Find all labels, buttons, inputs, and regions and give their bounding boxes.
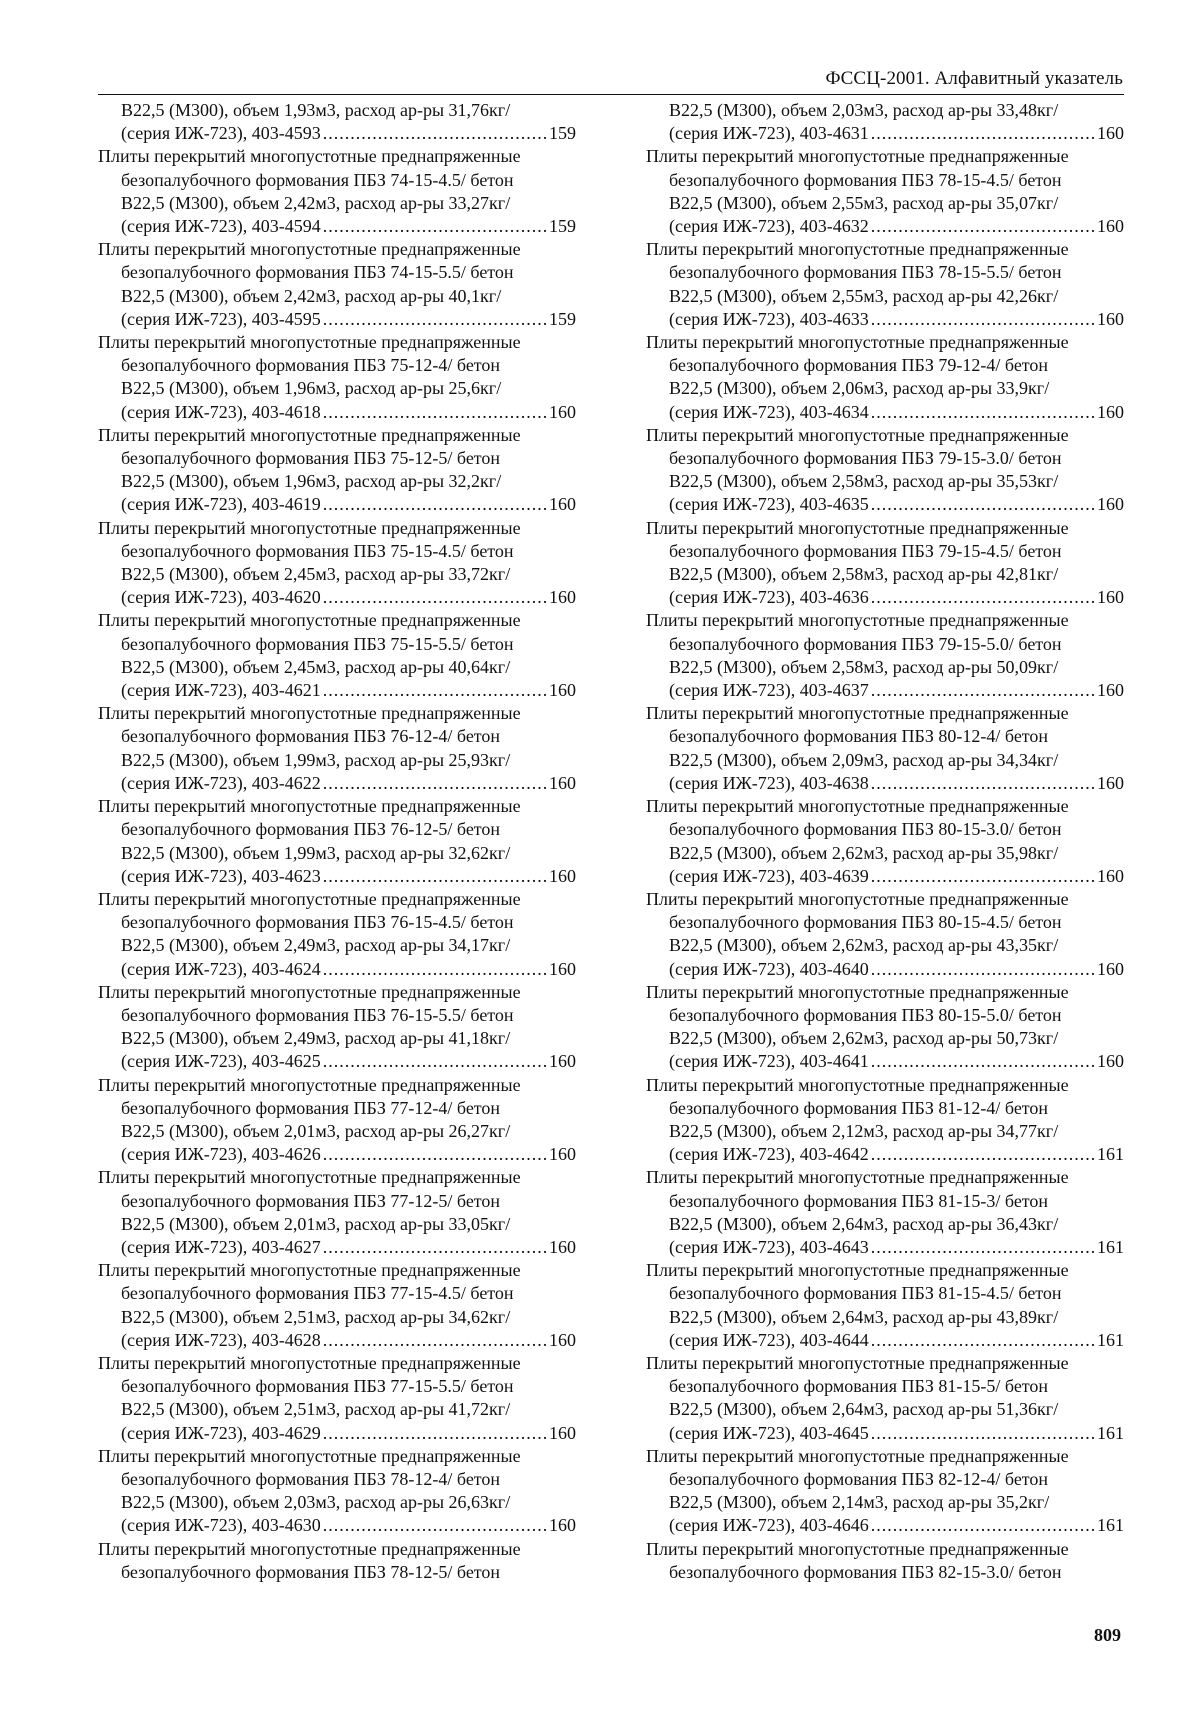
entry-line: В22,5 (М300), объем 2,03м3, расход ар-ры 33,48кг/ xyxy=(669,100,1059,120)
index-entry xyxy=(98,331,576,424)
entry-page-ref: 160 xyxy=(549,1329,576,1350)
dot-leader xyxy=(871,215,1095,238)
entry-line: безопалубочного формования ПБЗ 74-15-4.5/ бетон xyxy=(121,169,514,190)
entry-heading-line: Плиты перекрытий многопустотные преднапряженные xyxy=(98,610,521,631)
entry-page-ref: 160 xyxy=(549,1236,576,1257)
entry-line xyxy=(646,1422,1124,1445)
dot-leader xyxy=(871,493,1095,516)
index-entry xyxy=(98,1445,576,1538)
entry-code-text: (серия ИЖ-723), 403-4624 xyxy=(121,958,321,979)
entry-line xyxy=(98,958,576,981)
entry-code-text: (серия ИЖ-723), 403-4619 xyxy=(121,494,321,515)
dot-leader xyxy=(871,1329,1095,1352)
entry-line: В22,5 (М300), объем 2,58м3, расход ар-ры 42,81кг/ xyxy=(669,564,1059,585)
header-rule xyxy=(98,94,1124,95)
entry-page-ref: 160 xyxy=(1097,1051,1124,1072)
entry-page-ref: 160 xyxy=(549,1515,576,1536)
entry-line xyxy=(98,772,576,795)
dot-leader xyxy=(323,1329,547,1352)
entry-line xyxy=(646,401,1124,424)
entry-heading-line: Плиты перекрытий многопустотные преднапряженные xyxy=(98,146,521,167)
entry-code-text: (серия ИЖ-723), 403-4620 xyxy=(121,587,321,608)
entry-code-text: (серия ИЖ-723), 403-4633 xyxy=(669,308,869,329)
dot-leader xyxy=(871,1236,1095,1259)
dot-leader xyxy=(871,1050,1095,1073)
entry-code-text: (серия ИЖ-723), 403-4593 xyxy=(121,123,321,144)
dot-leader xyxy=(323,122,547,145)
index-entry xyxy=(98,1352,576,1445)
entry-heading-line: Плиты перекрытий многопустотные преднапряженные xyxy=(646,424,1069,445)
entry-line xyxy=(98,308,576,331)
entry-line: безопалубочного формования ПБЗ 81-15-4.5/ бетон xyxy=(669,1283,1062,1304)
dot-leader xyxy=(323,679,547,702)
entry-line xyxy=(646,1514,1124,1537)
entry-code-text: (серия ИЖ-723), 403-4618 xyxy=(121,401,321,422)
entry-line: безопалубочного формования ПБЗ 78-15-5.5/ бетон xyxy=(669,262,1062,283)
entry-code-text: (серия ИЖ-723), 403-4632 xyxy=(669,216,869,237)
entry-heading-line: Плиты перекрытий многопустотные преднапряженные xyxy=(98,703,521,724)
entry-line xyxy=(98,1236,576,1259)
entry-line: В22,5 (М300), объем 2,58м3, расход ар-ры 35,53кг/ xyxy=(669,471,1059,492)
entry-line: безопалубочного формования ПБЗ 76-15-5.5/ бетон xyxy=(121,1004,514,1025)
entry-line: В22,5 (М300), объем 2,01м3, расход ар-ры 26,27кг/ xyxy=(121,1120,511,1141)
entry-line: безопалубочного формования ПБЗ 75-12-5/ бетон xyxy=(121,448,501,469)
dot-leader xyxy=(323,308,547,331)
entry-line: В22,5 (М300), объем 1,99м3, расход ар-ры 32,62кг/ xyxy=(121,842,511,863)
dot-leader xyxy=(871,586,1095,609)
entry-line: В22,5 (М300), объем 2,58м3, расход ар-ры 50,09кг/ xyxy=(669,656,1059,677)
entry-heading-line: Плиты перекрытий многопустотные преднапряженные xyxy=(646,1538,1069,1559)
entry-code-text: (серия ИЖ-723), 403-4640 xyxy=(669,958,869,979)
entry-line: безопалубочного формования ПБЗ 74-15-5.5/ бетон xyxy=(121,262,514,283)
index-entry xyxy=(646,1445,1124,1538)
entry-code-text: (серия ИЖ-723), 403-4644 xyxy=(669,1329,869,1350)
entry-line: В22,5 (М300), объем 2,62м3, расход ар-ры 35,98кг/ xyxy=(669,842,1059,863)
index-entry xyxy=(646,424,1124,517)
entry-line: безопалубочного формования ПБЗ 80-15-3.0/ бетон xyxy=(669,819,1062,840)
entry-line: В22,5 (М300), объем 2,45м3, расход ар-ры 33,72кг/ xyxy=(121,564,511,585)
dot-leader xyxy=(871,679,1095,702)
index-entry xyxy=(646,145,1124,238)
page-number: 809 xyxy=(1094,1625,1121,1645)
dot-leader xyxy=(323,1422,547,1445)
entry-line: безопалубочного формования ПБЗ 77-12-4/ бетон xyxy=(121,1097,501,1118)
index-entry xyxy=(646,1259,1124,1352)
entry-line: безопалубочного формования ПБЗ 77-15-5.5/ бетон xyxy=(121,1376,514,1397)
index-entry xyxy=(98,795,576,888)
entry-line: безопалубочного формования ПБЗ 77-12-5/ бетон xyxy=(121,1190,501,1211)
entry-code-text: (серия ИЖ-723), 403-4635 xyxy=(669,494,869,515)
index-entry xyxy=(98,1074,576,1167)
entry-page-ref: 160 xyxy=(1097,308,1124,329)
entry-line: безопалубочного формования ПБЗ 81-15-5/ бетон xyxy=(669,1376,1049,1397)
entry-heading-line: Плиты перекрытий многопустотные преднапряженные xyxy=(98,796,521,817)
index-entry xyxy=(646,702,1124,795)
entry-line xyxy=(98,215,576,238)
entry-line: безопалубочного формования ПБЗ 79-15-3.0/ бетон xyxy=(669,448,1062,469)
dot-leader xyxy=(871,865,1095,888)
entry-page-ref: 160 xyxy=(549,1051,576,1072)
entry-page-ref: 160 xyxy=(1097,494,1124,515)
dot-leader xyxy=(323,865,547,888)
entry-line: безопалубочного формования ПБЗ 81-12-4/ бетон xyxy=(669,1097,1049,1118)
entry-line xyxy=(98,586,576,609)
entry-heading-line: Плиты перекрытий многопустотные преднапряженные xyxy=(98,1074,521,1095)
entry-line: В22,5 (М300), объем 2,03м3, расход ар-ры 26,63кг/ xyxy=(121,1492,511,1513)
entry-heading-line: Плиты перекрытий многопустотные преднапряженные xyxy=(646,703,1069,724)
index-entry xyxy=(98,424,576,517)
entry-line: В22,5 (М300), объем 2,45м3, расход ар-ры 40,64кг/ xyxy=(121,656,511,677)
entry-code-text: (серия ИЖ-723), 403-4630 xyxy=(121,1515,321,1536)
entry-heading-line: Плиты перекрытий многопустотные преднапряженные xyxy=(98,888,521,909)
entry-line: безопалубочного формования ПБЗ 76-12-4/ бетон xyxy=(121,726,501,747)
index-entry xyxy=(646,981,1124,1074)
entry-page-ref: 160 xyxy=(549,772,576,793)
entry-line: безопалубочного формования ПБЗ 78-12-5/ бетон xyxy=(121,1561,501,1582)
entry-line: В22,5 (М300), объем 2,42м3, расход ар-ры 33,27кг/ xyxy=(121,192,511,213)
entry-code-text: (серия ИЖ-723), 403-4594 xyxy=(121,216,321,237)
entry-line xyxy=(646,1050,1124,1073)
index-entry xyxy=(646,99,1124,145)
entry-code-text: (серия ИЖ-723), 403-4636 xyxy=(669,587,869,608)
dot-leader xyxy=(871,401,1095,424)
entry-heading-line: Плиты перекрытий многопустотные преднапряженные xyxy=(98,239,521,260)
entry-page-ref: 160 xyxy=(549,494,576,515)
entry-page-ref: 160 xyxy=(1097,401,1124,422)
entry-line: В22,5 (М300), объем 2,01м3, расход ар-ры 33,05кг/ xyxy=(121,1213,511,1234)
entry-page-ref: 161 xyxy=(1097,1144,1124,1165)
entry-line: В22,5 (М300), объем 2,09м3, расход ар-ры 34,34кг/ xyxy=(669,749,1059,770)
dot-leader xyxy=(871,1143,1095,1166)
index-entry xyxy=(646,1074,1124,1167)
index-entry xyxy=(98,145,576,238)
entry-code-text: (серия ИЖ-723), 403-4646 xyxy=(669,1515,869,1536)
index-entry xyxy=(646,331,1124,424)
entry-heading-line: Плиты перекрытий многопустотные преднапряженные xyxy=(646,1260,1069,1281)
entry-page-ref: 160 xyxy=(1097,865,1124,886)
entry-line: безопалубочного формования ПБЗ 78-12-4/ бетон xyxy=(121,1468,501,1489)
entry-line: безопалубочного формования ПБЗ 80-12-4/ бетон xyxy=(669,726,1049,747)
entry-line xyxy=(646,493,1124,516)
entry-line: В22,5 (М300), объем 2,51м3, расход ар-ры 41,72кг/ xyxy=(121,1399,511,1420)
entry-line xyxy=(646,958,1124,981)
entry-line: В22,5 (М300), объем 2,62м3, расход ар-ры 50,73кг/ xyxy=(669,1028,1059,1049)
entry-line xyxy=(98,1514,576,1537)
entry-heading-line: Плиты перекрытий многопустотные преднапряженные xyxy=(98,517,521,538)
entry-heading-line: Плиты перекрытий многопустотные преднапряженные xyxy=(98,1167,521,1188)
index-entry xyxy=(646,1538,1124,1584)
entry-line: В22,5 (М300), объем 2,49м3, расход ар-ры 34,17кг/ xyxy=(121,935,511,956)
running-header: ФССЦ-2001. Алфавитный указатель xyxy=(825,68,1123,89)
dot-leader xyxy=(871,308,1095,331)
entry-line xyxy=(646,308,1124,331)
entry-page-ref: 160 xyxy=(1097,680,1124,701)
index-entry xyxy=(646,888,1124,981)
dot-leader xyxy=(323,1050,547,1073)
index-entry xyxy=(98,517,576,610)
entry-line xyxy=(98,1050,576,1073)
entry-line xyxy=(98,1422,576,1445)
entry-page-ref: 160 xyxy=(549,680,576,701)
index-entry xyxy=(98,1538,576,1584)
entry-code-text: (серия ИЖ-723), 403-4642 xyxy=(669,1144,869,1165)
entry-heading-line: Плиты перекрытий многопустотные преднапряженные xyxy=(98,981,521,1002)
entry-heading-line: Плиты перекрытий многопустотные преднапряженные xyxy=(646,981,1069,1002)
entry-code-text: (серия ИЖ-723), 403-4631 xyxy=(669,123,869,144)
entry-heading-line: Плиты перекрытий многопустотные преднапряженные xyxy=(98,1445,521,1466)
entry-line: безопалубочного формования ПБЗ 79-15-5.0/ бетон xyxy=(669,633,1062,654)
entry-heading-line: Плиты перекрытий многопустотные преднапряженные xyxy=(646,1167,1069,1188)
entry-line xyxy=(646,679,1124,702)
dot-leader xyxy=(323,772,547,795)
entry-heading-line: Плиты перекрытий многопустотные преднапряженные xyxy=(646,239,1069,260)
entry-page-ref: 160 xyxy=(1097,958,1124,979)
entry-page-ref: 160 xyxy=(1097,772,1124,793)
entry-heading-line: Плиты перекрытий многопустотные преднапряженные xyxy=(98,332,521,353)
entry-line: безопалубочного формования ПБЗ 81-15-3/ бетон xyxy=(669,1190,1049,1211)
entry-page-ref: 160 xyxy=(549,865,576,886)
entry-line: безопалубочного формования ПБЗ 82-12-4/ бетон xyxy=(669,1468,1049,1489)
entry-page-ref: 161 xyxy=(1097,1329,1124,1350)
index-entry xyxy=(646,795,1124,888)
entry-line xyxy=(98,679,576,702)
entry-code-text: (серия ИЖ-723), 403-4639 xyxy=(669,865,869,886)
entry-code-text: (серия ИЖ-723), 403-4641 xyxy=(669,1051,869,1072)
entry-heading-line: Плиты перекрытий многопустотные преднапряженные xyxy=(646,888,1069,909)
entry-page-ref: 160 xyxy=(549,1144,576,1165)
dot-leader xyxy=(323,215,547,238)
index-entry xyxy=(98,981,576,1074)
entry-line xyxy=(98,122,576,145)
entry-line xyxy=(646,122,1124,145)
entry-line xyxy=(646,1236,1124,1259)
entry-line: безопалубочного формования ПБЗ 78-15-4.5/ бетон xyxy=(669,169,1062,190)
dot-leader xyxy=(323,1236,547,1259)
entry-line: В22,5 (М300), объем 2,06м3, расход ар-ры 33,9кг/ xyxy=(669,378,1050,399)
entry-line: безопалубочного формования ПБЗ 79-15-4.5/ бетон xyxy=(669,540,1062,561)
entry-code-text: (серия ИЖ-723), 403-4637 xyxy=(669,680,869,701)
dot-leader xyxy=(323,586,547,609)
entry-page-ref: 161 xyxy=(1097,1515,1124,1536)
index-entry xyxy=(98,99,576,145)
entry-heading-line: Плиты перекрытий многопустотные преднапряженные xyxy=(98,1260,521,1281)
entry-code-text: (серия ИЖ-723), 403-4627 xyxy=(121,1236,321,1257)
entry-line xyxy=(98,493,576,516)
entry-line: В22,5 (М300), объем 2,55м3, расход ар-ры 42,26кг/ xyxy=(669,285,1059,306)
entry-code-text: (серия ИЖ-723), 403-4623 xyxy=(121,865,321,886)
entry-line: безопалубочного формования ПБЗ 79-12-4/ бетон xyxy=(669,355,1049,376)
entry-page-ref: 161 xyxy=(1097,1422,1124,1443)
entry-code-text: (серия ИЖ-723), 403-4643 xyxy=(669,1236,869,1257)
entry-heading-line: Плиты перекрытий многопустотные преднапряженные xyxy=(98,1538,521,1559)
entry-heading-line: Плиты перекрытий многопустотные преднапряженные xyxy=(98,1352,521,1373)
entry-line: В22,5 (М300), объем 1,96м3, расход ар-ры 25,6кг/ xyxy=(121,378,502,399)
entry-heading-line: Плиты перекрытий многопустотные преднапряженные xyxy=(646,146,1069,167)
index-entry xyxy=(98,702,576,795)
entry-line xyxy=(646,215,1124,238)
entry-line: В22,5 (М300), объем 2,12м3, расход ар-ры 34,77кг/ xyxy=(669,1120,1059,1141)
entry-page-ref: 160 xyxy=(1097,587,1124,608)
entry-line: безопалубочного формования ПБЗ 75-15-5.5/ бетон xyxy=(121,633,514,654)
index-column-left xyxy=(98,99,576,1584)
dot-leader xyxy=(323,958,547,981)
entry-line: В22,5 (М300), объем 2,51м3, расход ар-ры 34,62кг/ xyxy=(121,1306,511,1327)
entry-code-text: (серия ИЖ-723), 403-4645 xyxy=(669,1422,869,1443)
entry-page-ref: 159 xyxy=(549,216,576,237)
entry-page-ref: 160 xyxy=(1097,123,1124,144)
entry-line: В22,5 (М300), объем 2,49м3, расход ар-ры 41,18кг/ xyxy=(121,1028,511,1049)
entry-heading-line: Плиты перекрытий многопустотные преднапряженные xyxy=(646,1445,1069,1466)
index-entry xyxy=(98,1259,576,1352)
index-entry xyxy=(646,238,1124,331)
entry-page-ref: 160 xyxy=(549,958,576,979)
entry-heading-line: Плиты перекрытий многопустотные преднапряженные xyxy=(646,1074,1069,1095)
entry-line xyxy=(646,586,1124,609)
index-entry xyxy=(646,1166,1124,1259)
entry-line: безопалубочного формования ПБЗ 80-15-5.0/ бетон xyxy=(669,1004,1062,1025)
entry-code-text: (серия ИЖ-723), 403-4628 xyxy=(121,1329,321,1350)
index-entry xyxy=(98,888,576,981)
entry-line: безопалубочного формования ПБЗ 76-15-4.5/ бетон xyxy=(121,912,514,933)
entry-heading-line: Плиты перекрытий многопустотные преднапряженные xyxy=(98,424,521,445)
entry-page-ref: 160 xyxy=(1097,216,1124,237)
entry-heading-line: Плиты перекрытий многопустотные преднапряженные xyxy=(646,1352,1069,1373)
entry-code-text: (серия ИЖ-723), 403-4622 xyxy=(121,772,321,793)
entry-page-ref: 160 xyxy=(549,587,576,608)
entry-line: В22,5 (М300), объем 2,64м3, расход ар-ры 51,36кг/ xyxy=(669,1399,1059,1420)
entry-line xyxy=(646,772,1124,795)
entry-line: безопалубочного формования ПБЗ 77-15-4.5/ бетон xyxy=(121,1283,514,1304)
entry-page-ref: 161 xyxy=(1097,1236,1124,1257)
entry-line: В22,5 (М300), объем 2,64м3, расход ар-ры 43,89кг/ xyxy=(669,1306,1059,1327)
index-entry xyxy=(646,609,1124,702)
dot-leader xyxy=(871,1422,1095,1445)
entry-code-text: (серия ИЖ-723), 403-4634 xyxy=(669,401,869,422)
entry-page-ref: 160 xyxy=(549,1422,576,1443)
entry-line xyxy=(98,1329,576,1352)
index-entry xyxy=(98,238,576,331)
index-column-right xyxy=(646,99,1124,1584)
entry-code-text: (серия ИЖ-723), 403-4638 xyxy=(669,772,869,793)
entry-line: безопалубочного формования ПБЗ 76-12-5/ бетон xyxy=(121,819,501,840)
entry-heading-line: Плиты перекрытий многопустотные преднапряженные xyxy=(646,517,1069,538)
entry-line: В22,5 (М300), объем 2,64м3, расход ар-ры 36,43кг/ xyxy=(669,1213,1059,1234)
entry-code-text: (серия ИЖ-723), 403-4621 xyxy=(121,680,321,701)
entry-page-ref: 160 xyxy=(549,401,576,422)
entry-line xyxy=(646,865,1124,888)
index-entry xyxy=(646,1352,1124,1445)
dot-leader xyxy=(323,493,547,516)
entry-line: В22,5 (М300), объем 1,99м3, расход ар-ры 25,93кг/ xyxy=(121,749,511,770)
entry-code-text: (серия ИЖ-723), 403-4625 xyxy=(121,1051,321,1072)
entry-heading-line: Плиты перекрытий многопустотные преднапряженные xyxy=(646,796,1069,817)
entry-line: В22,5 (М300), объем 1,93м3, расход ар-ры 31,76кг/ xyxy=(121,100,511,120)
entry-line: В22,5 (М300), объем 2,42м3, расход ар-ры 40,1кг/ xyxy=(121,285,502,306)
entry-line: В22,5 (М300), объем 2,55м3, расход ар-ры 35,07кг/ xyxy=(669,192,1059,213)
entry-line xyxy=(98,865,576,888)
entry-heading-line: Плиты перекрытий многопустотные преднапряженные xyxy=(646,332,1069,353)
dot-leader xyxy=(323,1143,547,1166)
entry-code-text: (серия ИЖ-723), 403-4629 xyxy=(121,1422,321,1443)
dot-leader xyxy=(323,1514,547,1537)
entry-page-ref: 159 xyxy=(549,308,576,329)
dot-leader xyxy=(871,772,1095,795)
entry-line xyxy=(98,1143,576,1166)
entry-line: В22,5 (М300), объем 2,62м3, расход ар-ры 43,35кг/ xyxy=(669,935,1059,956)
index-entry xyxy=(98,609,576,702)
entry-line: безопалубочного формования ПБЗ 75-15-4.5/ бетон xyxy=(121,540,514,561)
entry-code-text: (серия ИЖ-723), 403-4626 xyxy=(121,1144,321,1165)
entry-heading-line: Плиты перекрытий многопустотные преднапряженные xyxy=(646,610,1069,631)
index-entry xyxy=(98,1166,576,1259)
entry-line: В22,5 (М300), объем 1,96м3, расход ар-ры 32,2кг/ xyxy=(121,471,502,492)
entry-line: безопалубочного формования ПБЗ 80-15-4.5/ бетон xyxy=(669,912,1062,933)
entry-line xyxy=(646,1329,1124,1352)
entry-code-text: (серия ИЖ-723), 403-4595 xyxy=(121,308,321,329)
entry-line: В22,5 (М300), объем 2,14м3, расход ар-ры 35,2кг/ xyxy=(669,1492,1050,1513)
entry-line: безопалубочного формования ПБЗ 82-15-3.0/ бетон xyxy=(669,1561,1062,1582)
entry-line xyxy=(98,401,576,424)
entry-line xyxy=(646,1143,1124,1166)
dot-leader xyxy=(871,958,1095,981)
entry-page-ref: 159 xyxy=(549,123,576,144)
index-entry xyxy=(646,517,1124,610)
entry-line: безопалубочного формования ПБЗ 75-12-4/ бетон xyxy=(121,355,501,376)
dot-leader xyxy=(323,401,547,424)
dot-leader xyxy=(871,122,1095,145)
dot-leader xyxy=(871,1514,1095,1537)
